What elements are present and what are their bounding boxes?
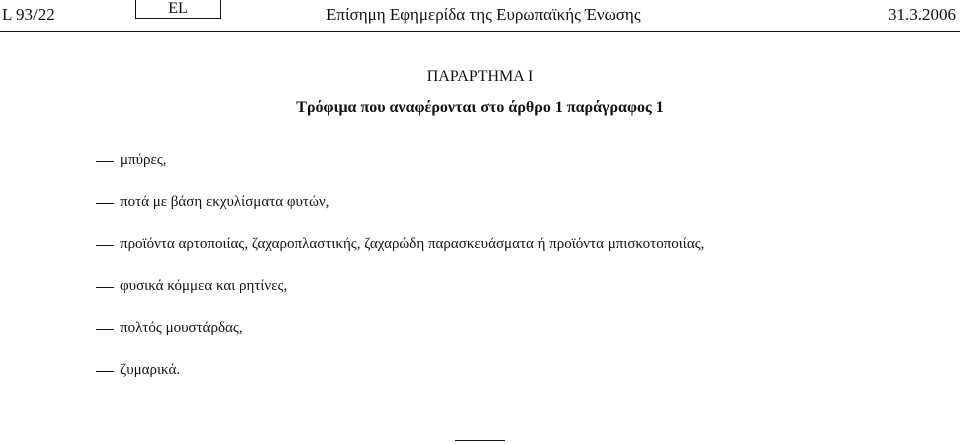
page-reference: L 93/22	[2, 5, 55, 24]
em-dash-marker	[96, 245, 114, 246]
list-item-text: μπύρες,	[120, 152, 167, 168]
list-item-text: πολτός μουστάρδας,	[120, 320, 243, 336]
list-item-text: ζυμαρικά.	[120, 362, 181, 378]
page-header	[0, 0, 960, 32]
annex-subtitle: Τρόφιμα που αναφέρονται στο άρθρο 1 παράγραφος 1	[296, 99, 664, 116]
list-item-text: ποτά με βάση εκχυλίσματα φυτών,	[120, 194, 330, 210]
language-code-box: EL	[135, 0, 221, 19]
list-item	[96, 276, 704, 296]
list-item	[96, 192, 704, 212]
annex-title: ΠΑΡΑΡΤΗΜΑ I	[426, 68, 534, 85]
list-item-text: προϊόντα αρτοποιίας, ζαχαροπλαστικής, ζαχαρώδη παρασκευάσματα ή προϊόντα μπισκοτοποιίας,	[120, 236, 705, 252]
em-dash-marker	[96, 161, 114, 162]
em-dash-marker	[96, 371, 114, 372]
list-item	[96, 234, 704, 254]
list-item	[96, 150, 704, 170]
list-item	[96, 360, 704, 380]
em-dash-marker	[96, 203, 114, 204]
em-dash-marker	[96, 329, 114, 330]
em-dash-marker	[96, 287, 114, 288]
food-item-list	[96, 150, 704, 402]
list-item-text: φυσικά κόμμεα και ρητίνες,	[120, 278, 288, 294]
publication-date: 31.3.2006	[888, 5, 956, 24]
list-item	[96, 318, 704, 338]
journal-title: Επίσημη Εφημερίδα της Ευρωπαϊκής Ένωσης	[326, 5, 641, 24]
footer-divider	[455, 440, 505, 441]
